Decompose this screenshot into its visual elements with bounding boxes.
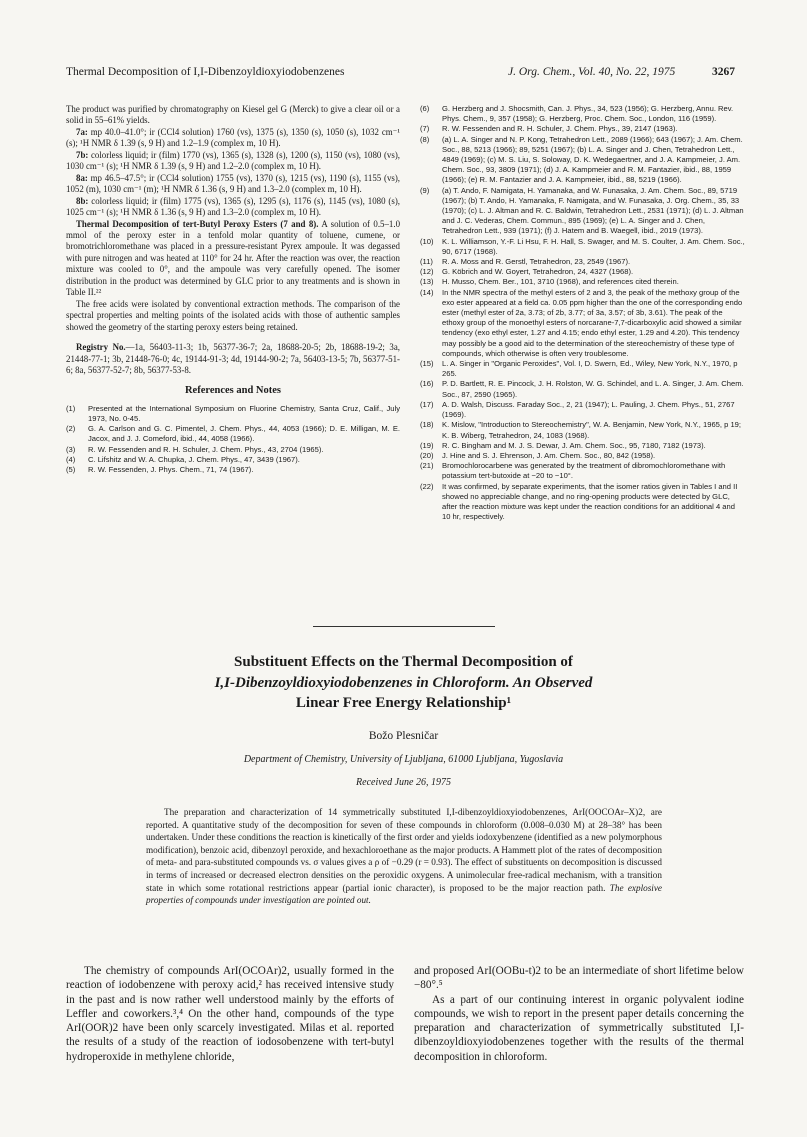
reference-item (420, 441, 745, 451)
reference-item (420, 267, 745, 277)
compound-label: 7a: (76, 126, 88, 137)
reference-item (420, 186, 745, 237)
reference-text: A. D. Walsh, Discuss. Faraday Soc., 2, 21 (1947); L. Pauling, J. Chem. Phys., 51, 2767 (1969). (442, 399, 735, 420)
author: Božo Plesničar (368, 730, 439, 742)
reference-number: (3) (66, 444, 76, 454)
reference-text: J. Hine and S. J. Ehrenson, J. Am. Chem. Soc., 80, 842 (1958). (442, 450, 656, 460)
references-list-right (420, 104, 745, 522)
reference-number: (14) (420, 287, 434, 297)
abstract-italic-note: The explosive properties of compounds under investigation are pointed out. (146, 882, 663, 906)
paragraph: As a part of our continuing interest in organic polyvalent iodine compounds, we wish to report in the present paper details concerning the preparation and characterization of symmetrically substituted I,I-dibenzoyldioxyiodobenzenes together with the results of the thermal decomposition in chloroform. (414, 993, 744, 1063)
reference-text: R. W. Fessenden and R. H. Schuler, J. Chem. Phys., 43, 2704 (1965). (88, 444, 324, 454)
reference-number: (8) (420, 134, 430, 144)
reference-number: (2) (66, 424, 76, 434)
reference-number: (13) (420, 277, 434, 287)
affiliation: Department of Chemistry, University of Ljubljana, 61000 Ljubljana, Yugoslavia (243, 754, 564, 765)
reference-item (66, 455, 400, 465)
reference-number: (6) (420, 104, 430, 113)
received-date: Received June 26, 1975 (356, 777, 451, 788)
reference-item (420, 257, 745, 267)
title-line: Linear Free Energy Relationship¹ (295, 695, 512, 711)
title-line: Substituent Effects on the Thermal Decomposition of (234, 654, 573, 670)
references-list-left (66, 404, 400, 475)
reference-number: (11) (420, 257, 433, 267)
body-column-left (66, 964, 394, 1064)
reference-item (420, 359, 745, 379)
title-line: I,I-Dibenzoyldioxyiodobenzenes in Chloroform. An Observed (214, 674, 593, 691)
reference-item (66, 465, 400, 475)
reference-text: Presented at the International Symposium on Fluorine Chemistry, Santa Cruz, Calif., July 1973, No. 0-45. (88, 403, 400, 424)
reference-text: P. D. Bartlett, R. E. Pincock, J. H. Rolston, W. G. Schindel, and L. A. Singer, J. Am. Chem. Soc., 87, 2590 (1965). (442, 379, 744, 399)
right-column-references (420, 104, 745, 522)
paragraph (66, 173, 400, 196)
reference-text: G. A. Carlson and G. C. Pimentel, J. Chem. Phys., 44, 4053 (1966); D. E. Milligan, M. E. Jacox, and J. J. Comeford, ibid., 44, 4058 (1966). (88, 424, 400, 444)
reference-text: R. W. Fessenden, J. Phys. Chem., 71, 74 (1967). (88, 465, 254, 475)
reference-number: (17) (420, 399, 434, 409)
reference-item (66, 404, 400, 424)
reference-text: L. A. Singer in "Organic Peroxides", Vol. I, D. Swern, Ed., Wiley, New York, N.Y., 1970, p 265. (442, 359, 738, 379)
reference-number: (15) (420, 359, 434, 369)
reference-text: G. Köbrich and W. Goyert, Tetrahedron, 24, 4327 (1968). (442, 267, 634, 277)
reference-item (420, 400, 745, 420)
reference-item (420, 124, 745, 134)
reference-number: (22) (420, 481, 434, 491)
reference-number: (10) (420, 236, 434, 246)
reference-text: H. Musso, Chem. Ber., 101, 3710 (1968), and references cited therein. (442, 277, 679, 287)
references-heading: References and Notes (184, 385, 282, 397)
running-header-title: Thermal Decomposition of I,I-Dibenzoyldioxyiodobenzenes (66, 66, 345, 78)
reference-text: R. A. Moss and R. Gerstl, Tetrahedron, 23, 2549 (1967). (442, 257, 631, 267)
compound-data: colorless liquid; ir (film) 1770 (vs), 1365 (s), 1328 (s), 1200 (s), 1150 (vs), 1080 (vs), 1030 cm⁻¹ (s); ¹H NMR δ 1.39 (s, 9 H) and 1.2–2.0 (complex m, 10 H). (66, 149, 400, 172)
reference-item (420, 277, 745, 287)
reference-number: (1) (66, 403, 76, 413)
reference-item (420, 451, 745, 461)
journal-citation: J. Org. Chem., Vol. 40, No. 22, 1975 (508, 66, 676, 78)
reference-text: K. Mislow, "Introduction to Stereochemistry", W. A. Benjamin, New York, N.Y., 1965, p 19; K. B. Wiberg, Tetrahedron, 24, 1083 (1968). (442, 420, 742, 440)
reference-item (420, 420, 745, 440)
compound-data: colorless liquid; ir (film) 1775 (vs), 1365 (s), 1295 (s), 1176 (s), 1145 (vs), 1080 (s), 1025 cm⁻¹ (s); ¹H NMR δ 1.36 (s, 9 H) and 1.3–2.0 (complex m, 10 H). (66, 195, 401, 218)
reference-item (66, 445, 400, 455)
reference-text: (a) T. Ando, F. Namigata, H. Yamanaka, and W. Funasaka, J. Am. Chem. Soc., 89, 5719 (1967); (b) T. Ando, H. Yamanaka, F. Namigata, and W. Funasaka, J. Org. Chem., 35, 33 (1970); (c) L. J. Altman and R. C. Baldwin, Tetrahedron Lett., 2531 (1971); (d) L. J. Altman and J. C. Vederas, Chem. Commun., 895 (1969); (e) L. A. Singer and J. Chen, Tetrahedron Lett., 939 (1971); (f) J. Hatem and B. Waegell, ibid., 2019 (1973). (442, 185, 744, 236)
reference-item (420, 237, 745, 257)
reference-text: K. L. Williamson, Y.-F. Li Hsu, F. H. Hall, S. Swager, and M. S. Coulter, J. Am. Chem. Soc., 90, 6717 (1968). (442, 236, 745, 256)
reference-number: (21) (420, 461, 434, 471)
section-divider (313, 626, 495, 627)
compound-data: mp 40.0–41.0°; ir (CCl4 solution) 1760 (vs), 1375 (s), 1350 (s), 1050 (s), 1032 cm⁻¹ (s); ¹H NMR δ 1.39 (s, 9 H) and 1.2–1.9 (complex m, 10 H). (66, 126, 401, 149)
paragraph-text: A solution of 0.5–1.0 mmol of the peroxy ester in a tenfold molar quantity of toluene, cumene, or bromotrichloromethane was placed in a pressure-resistant Pyrex ampoule. It was degassed with pure nitrogen and was heated at 110° for 24 hr. After the reaction was over, the reaction mixture was cooled to 0°, and the ampoule was very carefully opened. The isomer distribution in the product was determined by GLC prior to any treatments and is shown in Table II.²² (66, 218, 401, 298)
reference-item (420, 482, 745, 523)
paragraph: The chemistry of compounds ArI(OCOAr)2, usually formed in the reaction of iodobenzene with peroxy acid,² has received intensive study in the past and is now rather well understood mainly by the efforts of Leffler and coworkers.³,⁴ On the other hand, compounds of the type ArI(OOR)2 have been only scarcely investigated. Milas et al. reported the results of a study of the reaction of iodosobenzene with tert-butyl hydroperoxide in methylene chloride, (66, 965, 394, 1063)
compound-label: 7b: (76, 149, 89, 160)
section-run-in-heading: Thermal Decomposition of tert-Butyl Peroxy Esters (7 and 8). (76, 218, 319, 229)
reference-number: (9) (420, 185, 430, 195)
reference-text: R. C. Bingham and M. J. S. Dewar, J. Am. Chem. Soc., 95, 7180, 7182 (1973). (442, 440, 706, 450)
reference-number: (20) (420, 450, 434, 460)
compound-label: 8a: (76, 172, 88, 183)
paragraph (66, 219, 400, 299)
registry-text: —1a, 56403-11-3; 1b, 56377-36-7; 2a, 18688-20-5; 2b, 18688-19-2; 3a, 21448-77-1; 3b, 21448-76-0; 4c, 19144-91-3; 4d, 19144-90-2; 7a, 56403-13-5; 7b, 56377-51-6; 8a, 56377-52-7; 8b, 56377-53-8. (66, 342, 401, 375)
reference-text: Bromochlorocarbene was generated by the treatment of dibromochloromethane with potassium tert-butoxide at −20 to −10°. (442, 461, 726, 481)
reference-item (420, 379, 745, 399)
paragraph: The free acids were isolated by conventional extraction methods. The comparison of the spectral properties and melting points of the isolated acids with those of authentic samples showed the geometry of the starting peroxy esters being retained. (66, 298, 400, 332)
compound-label: 8b: (76, 195, 89, 206)
reference-number: (5) (66, 465, 76, 475)
reference-number: (4) (66, 454, 76, 464)
compound-data: mp 46.5–47.5°; ir (CCl4 solution) 1755 (vs), 1370 (s), 1215 (vs), 1190 (s), 1155 (vs), 1052 (m), 1030 cm⁻¹ (m); ¹H NMR δ 1.36 (s, 9 H) and 1.3–2.0 (complex m, 10 H). (66, 172, 401, 195)
body-column-right (414, 964, 744, 1064)
reference-number: (12) (420, 267, 434, 277)
reference-item (420, 135, 745, 186)
reference-number: (7) (420, 124, 430, 134)
abstract-text: The preparation and characterization of 14 symmetrically substituted I,I-dibenzoyldioxyiodobenzenes, ArI(OOCOAr–X)2, are reported. A quantitative study of the decomposition for seven of these compounds in chloroform (0.008–0.030 M) at 28–38° has been undertaken. Under these conditions the reaction is kinetically of the first order and yields iodoxybenzene (identified as a new polymorphous modification), benzoic acid, dibenzoyl peroxide, and hexachloroethane as the major products. A Hammett plot of the rates of decomposition of meta- and para-substituted compounds vs. σ values gives a ρ of −0.29 (r = 0.93). The effect of substituents on decomposition is discussed in terms of increased or decreased electron densities on the peroxidic oxygens. A unimolecular free-radical mechanism, with a transition state in which some rotational restrictions appear (partial ionic character), is proposed to be the major reaction path. (146, 807, 662, 893)
reference-text: C. Lifshitz and W. A. Chupka, J. Chem. Phys., 47, 3439 (1967). (88, 454, 300, 464)
left-column (66, 104, 400, 475)
article-title (100, 652, 707, 714)
registry-numbers (66, 342, 400, 376)
paragraph (66, 196, 400, 219)
reference-item (420, 104, 745, 124)
registry-label: Registry No. (76, 342, 126, 353)
paragraph: The product was purified by chromatography on Kiesel gel G (Merck) to give a clear oil or a solid in 55–61% yields. (66, 104, 400, 126)
reference-text: R. W. Fessenden and R. H. Schuler, J. Chem. Phys., 39, 2147 (1963). (442, 124, 678, 134)
page-number: 3267 (712, 66, 735, 78)
reference-text: In the NMR spectra of the methyl esters of 2 and 3, the peak of the methoxy group of the exo ester appeared at a field ca. 0.05 ppm higher than the one of the corresponding endo ester (methyl ester of 2a, 3.73; of 2b, 3.77; of 3a, 3.57; of 3b, 3.61). The peak of the ethoxy group of the monoethyl esters of norcarane-7,7-dicarboxylic acid showed a similar tendency (exo ethyl ester, 1.27 and 4.15; endo ethyl ester, 1.29 and 4.20). This tendency may possibly be a good aid to the determination of the stereochemistry of these type of compounds, which otherwise is often very troublesome. (442, 287, 743, 358)
paragraph (66, 150, 400, 173)
reference-text: It was confirmed, by separate experiments, that the isomer ratios given in Tables I and II showed no appreciable change, and no ring-opening products were detected by GLC, after the reaction mixture was kept under the reaction conditions for an additional 4 and 10 hr, respectively. (442, 481, 738, 522)
paragraph: and proposed ArI(OOBu-t)2 to be an intermediate of short lifetime below −80°.⁵ (414, 965, 744, 992)
abstract (146, 806, 662, 907)
paragraph (66, 127, 400, 150)
reference-number: (18) (420, 420, 434, 430)
reference-number: (19) (420, 440, 434, 450)
reference-text: G. Herzberg and J. Shocsmith, Can. J. Phys., 34, 523 (1956); G. Herzberg, Annu. Rev. Phys. Chem., 9, 357 (1958); G. Herzberg, Proc. Chem. Soc., London, 116 (1959). (442, 104, 734, 124)
reference-item (420, 461, 745, 481)
reference-item (420, 288, 745, 359)
reference-text: (a) L. A. Singer and N. P. Kong, Tetrahedron Lett., 2089 (1966); 643 (1967); J. Am. Chem. Soc., 88, 5213 (1966); 89, 5251 (1967); (b) L. A. Singer and J. Chen, Tetrahedron Lett., 4849 (1969); (c) M. S. Liu, S. Soloway, D. K. Wedegaertner, and J. A. Kampmeier, J. Am. Chem. Soc., 93, 3809 (1971); (d) J. A. Kampmeier and R. M. Fantazier, ibid., 88, 1959 (1966); (e) R. M. Fantazier and J. A. Kampmeier, ibid., 88, 5219 (1966). (442, 134, 743, 185)
reference-item (66, 424, 400, 444)
reference-number: (16) (420, 379, 434, 389)
